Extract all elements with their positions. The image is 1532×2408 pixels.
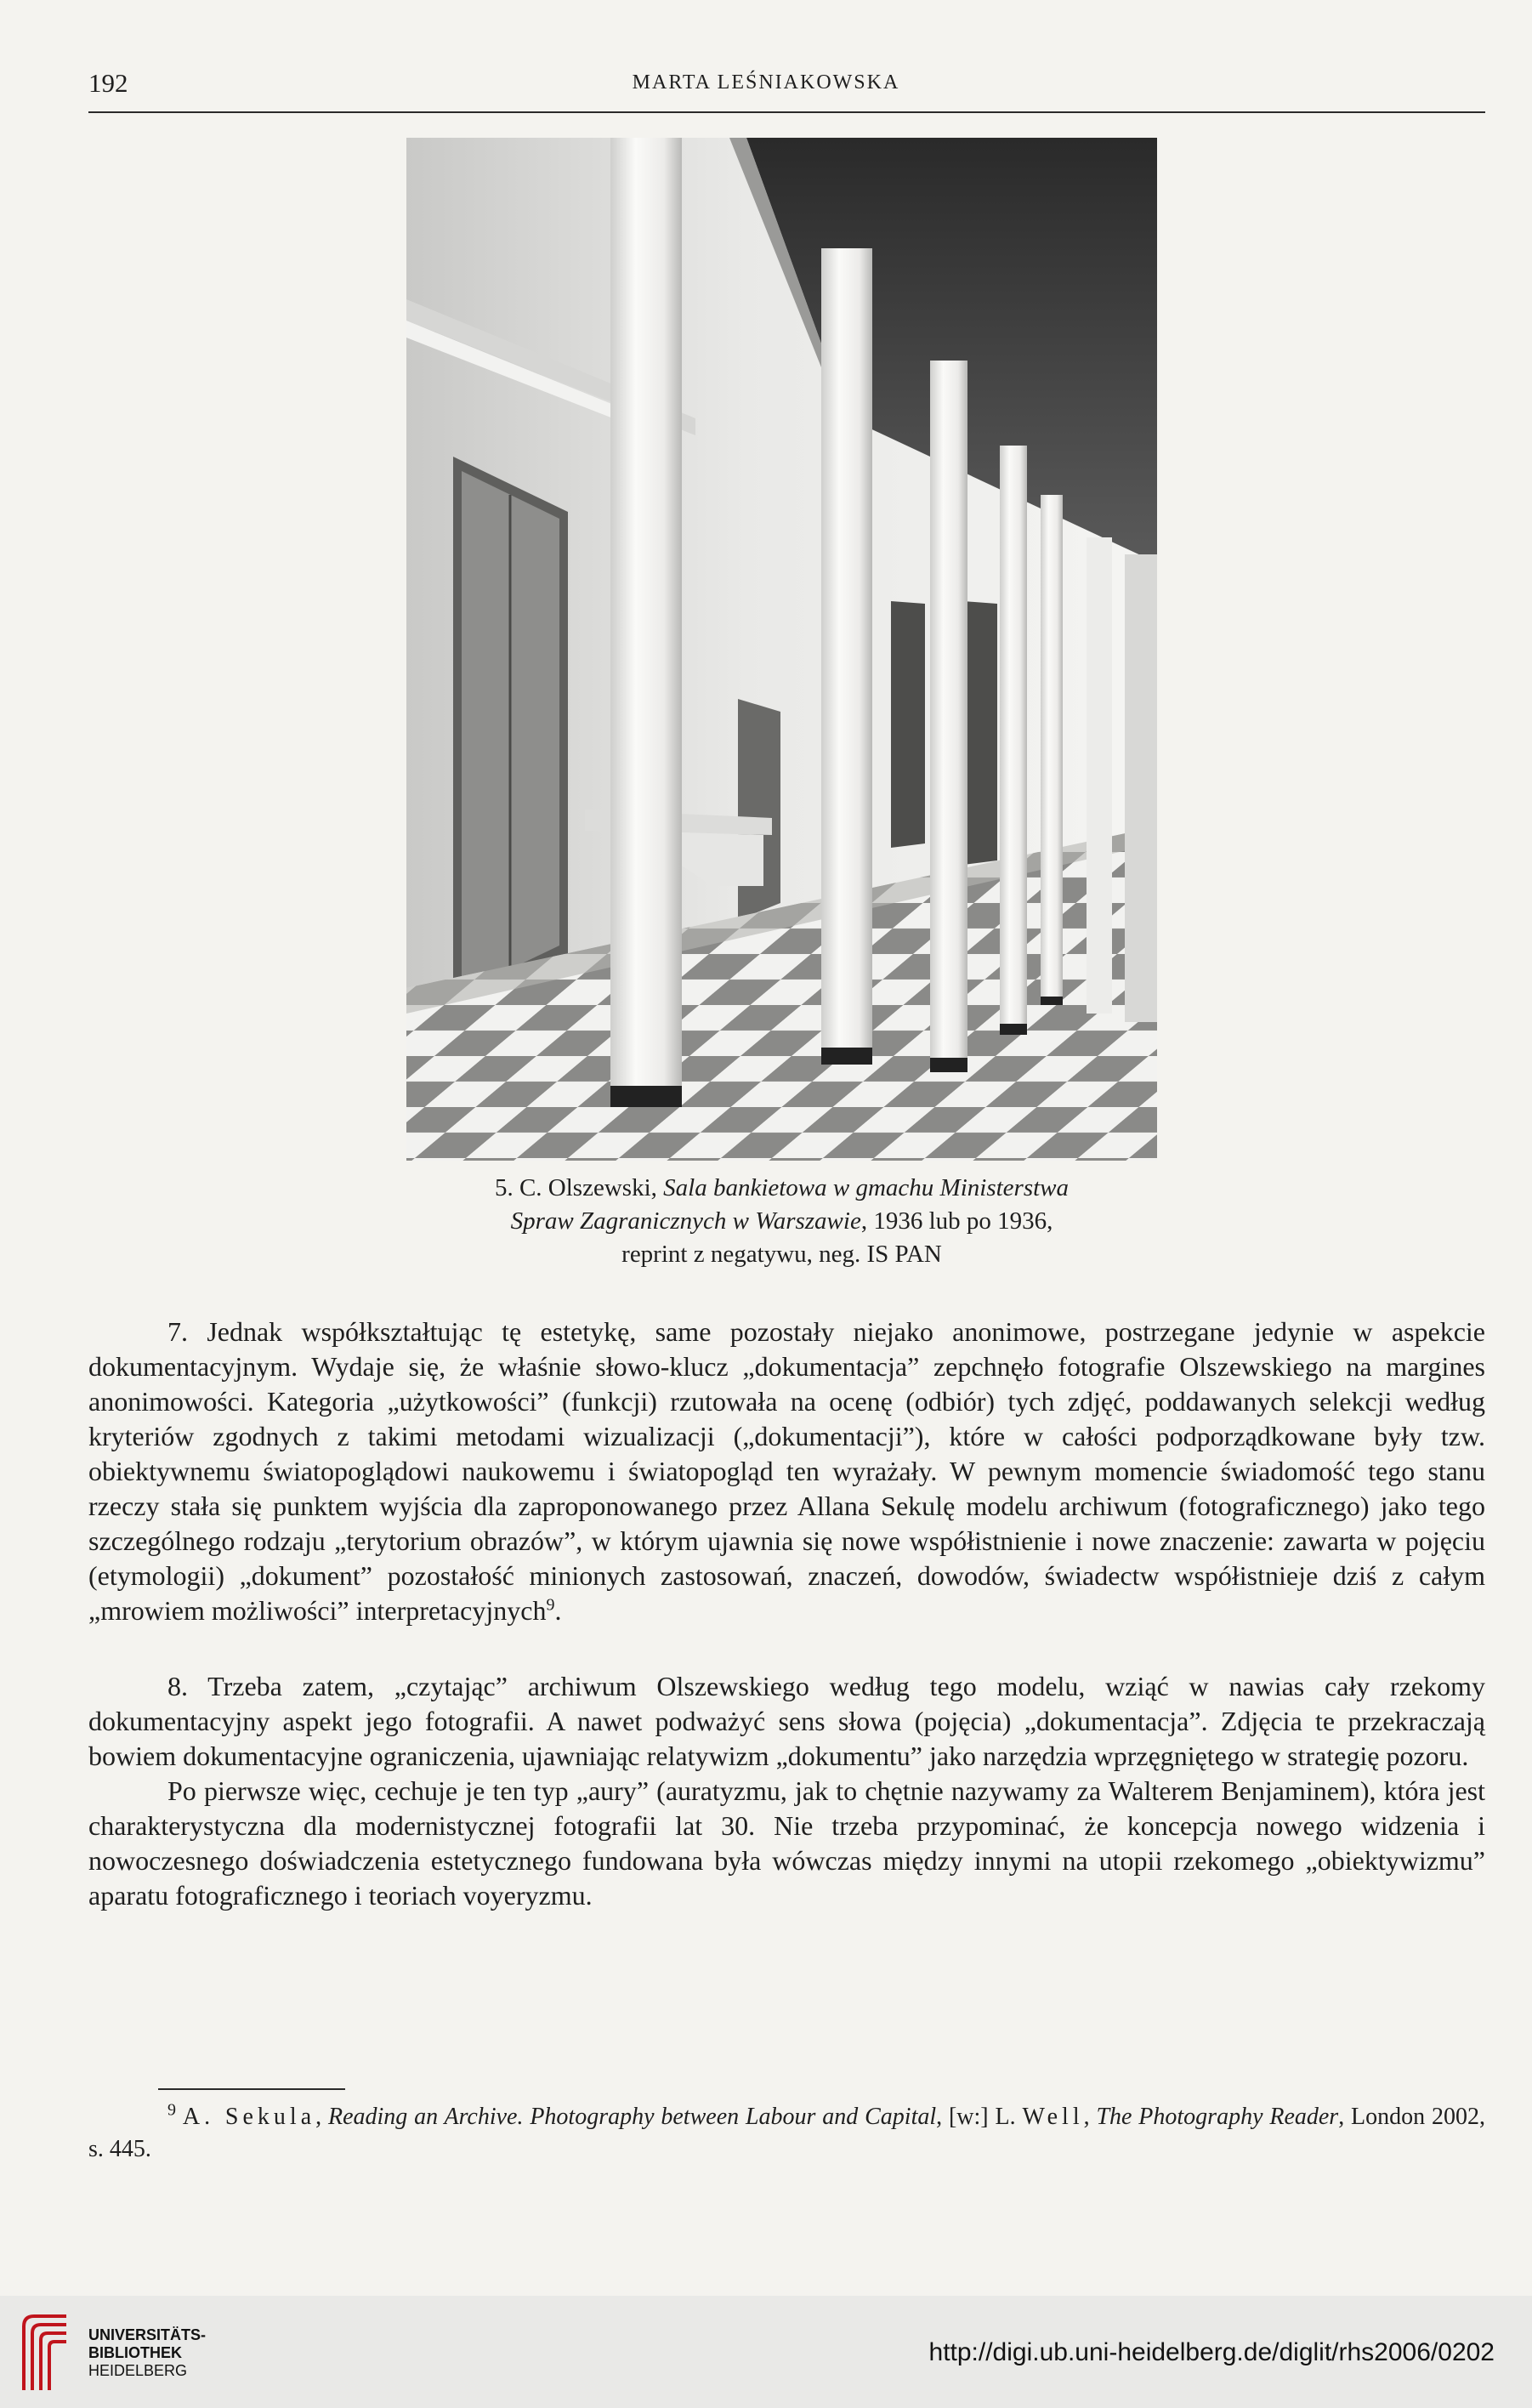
header-rule	[88, 111, 1485, 113]
banquet-hall-photograph	[406, 138, 1157, 1161]
library-logo-icon	[15, 2309, 75, 2394]
paragraph-9: Po pierwsze więc, cechuje je ten typ „aury” (auratyzmu, jak to chętnie nazywamy za Walterem Benjaminem), która jest charakterystyczna dla modernistycznej fotografii lat 30. Nie trzeba przypominać, że koncepcja nowego widzenia i nowoczesnego doświadczenia estetycznego fundowana była wówczas między innymi na utopii rzekomego „obiektywizmu” aparatu fotograficznego i teoriach voyeryzmu.	[88, 1775, 1485, 1911]
page-number: 192	[88, 68, 128, 98]
footnote-9: $^9$ A. Sekula, Reading an Archive. Photography between Labour and Capital, [w:] L. Well, The Photography Reader, London 2002, s. 445.	[88, 2100, 1485, 2162]
source-url[interactable]: http://digi.ub.uni-heidelberg.de/diglit/rhs2006/0202	[928, 2338, 1495, 2366]
caption-line-2: Spraw Zagranicznych w Warszawie, 1936 lub po 1936,	[510, 1207, 1053, 1235]
footnote-rule	[158, 2088, 345, 2090]
library-footer	[0, 2296, 1532, 2408]
caption-line-1: 5. C. Olszewski, Sala bankietowa w gmachu Ministerstwa	[494, 1174, 1070, 1201]
figure-photo	[406, 138, 1157, 1161]
library-name: UNIVERSITÄTS- BIBLIOTHEK HEIDELBERG	[88, 2326, 207, 2379]
caption-line-3: reprint z negatywu, neg. IS PAN	[621, 1241, 942, 1268]
body-text	[88, 1315, 1485, 1913]
figure-caption	[406, 1172, 1157, 1271]
paragraph-8: 8. Trzeba zatem, „czytając” archiwum Olszewskiego według tego modelu, wziąć w nawias cały rzekomy dokumentacyjny aspekt jego fotografii. A nawet podważyć sens słowa (pojęcia) „dokumentacja”. Zdjęcia te przekraczają bowiem dokumentacyjne ograniczenia, ujawniając relatywizm „dokumentu” jako narzędzia wprzęgniętego w strategię pozoru.	[88, 1671, 1485, 1771]
paragraph-7: 7. Jednak współkształtując tę estetykę, same pozostały niejako anonimowe, postrzegane jedynie w aspekcie dokumentacyjnym. Wydaje się, że właśnie słowo-klucz „dokumentacja” zepchnęło fotografie Olszewskiego na margines anonimowości. Kategoria „użytkowości” (funkcji) rzutowała na ocenę (odbiór) tych zdjęć, poddawanych selekcji według kryteriów zgodnych z takimi metodami wizualizacji („dokumentacji”), które w całości podporządkowane były tzw. obiektywnemu światopoglądowi naukowemu i światopogląd ten wyrażały. W pewnym momencie świadomość tego stanu rzeczy stała się punktem wyjścia dla zaproponowanego przez Allana Sekulę modelu archiwum (fotograficznego) jako tego szczególnego rodzaju „terytorium obrazów”, w którym ujawnia się nowe współistnienie i nowe znaczenie: zawarta w pojęciu (etymologii) „dokument” pozostałość minionych zastosowań, znaczeń, dowodów, świadectw współistnieje dziś z całym „mrowiem możliwości” interpretacyjnych$^9$.	[88, 1316, 1485, 1626]
running-head: MARTA LEŚNIAKOWSKA	[632, 71, 900, 94]
footnote-ref-9: 9	[546, 1595, 555, 1615]
